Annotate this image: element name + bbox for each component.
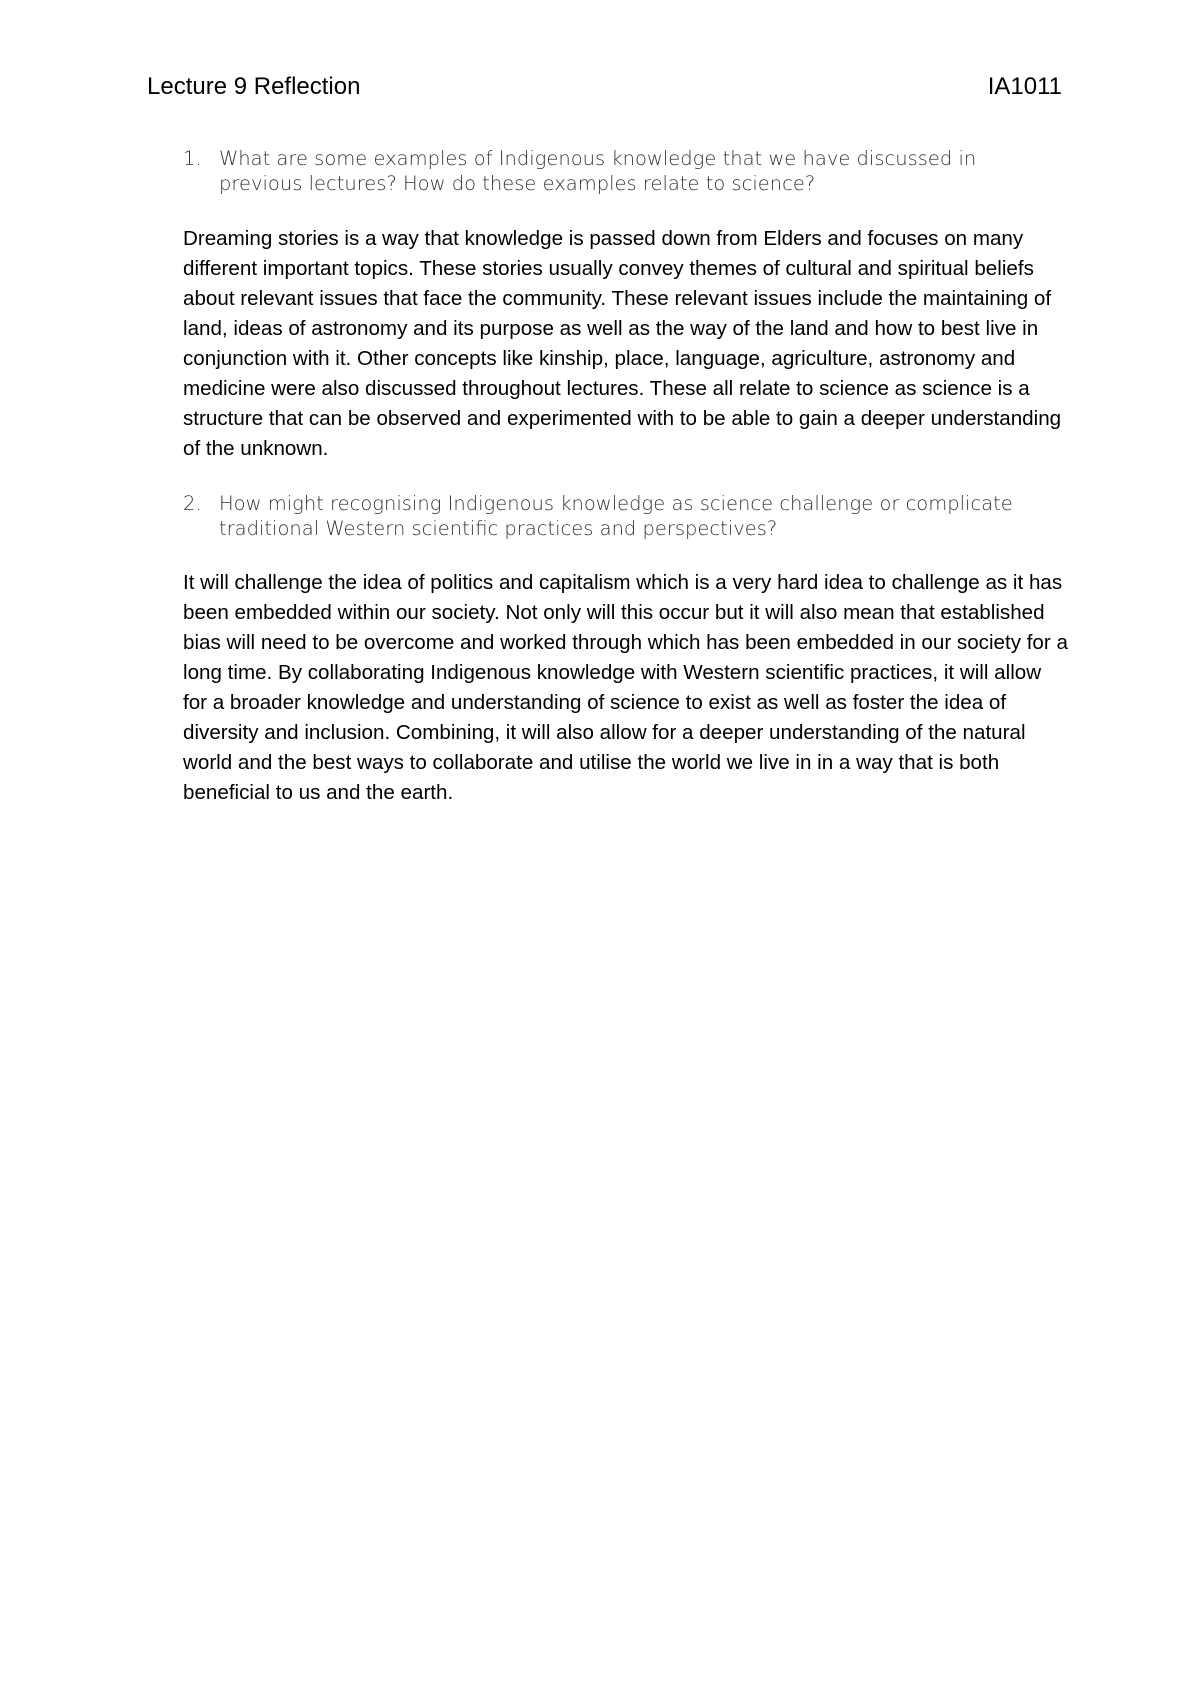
- question-text: What are some examples of Indigenous knowledge that we have discussed in previous lectures? How do these examples relate to science?: [219, 147, 977, 195]
- question-2: [183, 491, 1063, 541]
- page-header: [147, 70, 1062, 104]
- question-number: 2.: [183, 492, 202, 515]
- question-number: 1.: [183, 147, 202, 170]
- course-code: IA1011: [987, 73, 1062, 100]
- answer-1: Dreaming stories is a way that knowledge is passed down from Elders and focuses on many different important topics. These stories usually convey themes of cultural and spiritual beliefs about relevant issues that face the community. These relevant issues include the maintaining of land, ideas of astronomy and its purpose as well as the way of the land and how to best live in conjunction with it. Other concepts like kinship, place, language, agriculture, astronomy and medicine were also discussed throughout lectures. These all relate to science as science is a structure that can be observed and experimented with to be able to gain a deeper understanding of the unknown.: [183, 227, 1062, 460]
- document-title: Lecture 9 Reflection: [147, 73, 361, 100]
- question-1: [183, 146, 1063, 196]
- answer-2: It will challenge the idea of politics and capitalism which is a very hard idea to challenge as it has been embedded within our society. Not only will this occur but it will also mean that established bias will need to be overcome and worked through which has been embedded in our society for a long time. By collaborating Indigenous knowledge with Western scientific practices, it will allow for a broader knowledge and understanding of science to exist as well as foster the idea of diversity and inclusion. Combining, it will also allow for a deeper understanding of the natural world and the best ways to collaborate and utilise the world we live in in a way that is both beneficial to us and the earth.: [183, 571, 1068, 804]
- question-text: How might recognising Indigenous knowledge as science challenge or complicate traditional Western scientific practices and perspectives?: [219, 492, 1013, 540]
